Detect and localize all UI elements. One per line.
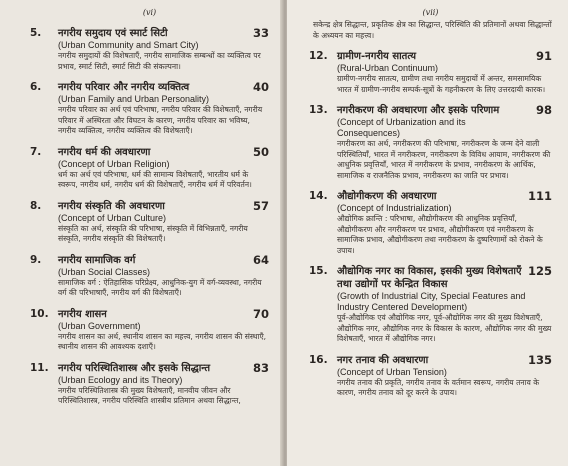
entry-english-title: (Urban Social Classes)	[58, 266, 151, 277]
entry-title: नगरीय धर्म की अवधारणा	[58, 146, 151, 158]
entry-title: नगरीय संस्कृति की अवधारणा	[58, 200, 165, 212]
entry-page: 70	[252, 306, 269, 321]
left-page	[0, 0, 283, 466]
entry-title: औद्योगिक नगर का विकास, इसकी मुख्य विशेषताएँ तथा उद्योगों पर केन्द्रित विकास	[337, 266, 522, 290]
entry-title: नगरीय परिस्थितिशास्त्र और इसके सिद्धान्त	[58, 362, 211, 374]
toc-entry	[30, 362, 269, 407]
toc-entry	[30, 254, 269, 299]
entry-page: 64	[252, 252, 269, 267]
entry-english-title: (Urban Ecology and its Theory)	[58, 374, 183, 385]
entry-page: 135	[527, 352, 552, 367]
entry-page: 91	[535, 49, 552, 63]
entry-number: 9.	[30, 253, 42, 266]
entry-description: नगरीय समुदायों की विशेषताएँ, नगरीय सामाजिक सम्बन्धों का व्यक्तित्व पर प्रभाव, स्मार्ट सिटी, स्मार्ट सिटी की संकल्पना।	[58, 51, 261, 71]
entry-description: धर्म का अर्थ एवं परिभाषा, धर्म की सामान्य विशेषताएँ, भारतीय धर्म के स्वरूप, नगरीय धर्म, नगरीय धर्म की विशेषताएँ, नगरीय धर्म में परिवर्तन।	[58, 169, 252, 189]
entry-page: 83	[252, 360, 269, 375]
entry-page: 33	[252, 26, 269, 40]
entry-page: 57	[252, 198, 269, 213]
entry-description: ग्रामीण-नगरीय सातत्य, ग्रामीण तथा नगरीय समुदायों में अन्तर, समसामयिक भारत में ग्रामीण-नगरीय सम्पर्क-सूत्रों के गहनीकरण के लिए उत्तरदायी कारक।	[337, 74, 546, 94]
toc-entry	[309, 104, 552, 181]
entry-title: नगरीय समुदाय एवं स्मार्ट सिटी	[58, 28, 168, 39]
entry-page: 40	[252, 80, 269, 94]
toc-entry	[30, 27, 269, 72]
entry-page: 111	[527, 189, 552, 203]
entry-number: 5.	[30, 27, 42, 39]
entry-english-title: (Concept of Urban Religion)	[58, 158, 170, 169]
entry-english-title: (Concept of Industrialization)	[337, 203, 452, 213]
entry-title: नगरीय सामाजिक वर्ग	[58, 254, 136, 266]
entry-english-title: (Concept of Urban Tension)	[337, 366, 447, 377]
entry-description: औद्योगिक क्रान्ति : परिभाषा, औद्योगीकरण की आधुनिक प्रवृत्तियाँ, औद्योगीकरण और नगरीकरण पर प्रभाव, औद्योगीकरण एवं नगरीकरण के सामाजिक प्रभाव, औद्योगीकरण तथा नगरीकरण के दुष्परिणामों को रोकने के उपाय।	[337, 214, 543, 255]
entry-english-title: (Urban Community and Smart City)	[58, 40, 199, 50]
entry-title: नगरीकरण की अवधारणा और इसके परिणाम	[337, 105, 500, 116]
page-number: (vii)	[422, 8, 439, 17]
entry-description: सामाजिक वर्ग : ऐतिहासिक परिप्रेक्ष्य, आधुनिक-युग में वर्ग-व्यवस्था, नगरीय वर्ग की परिभाषाएँ, नगरीय वर्ग की विशेषताएँ।	[58, 277, 262, 297]
entry-description: नगरीय परिस्थितिशास्त्र की मुख्य विशेषताएँ, मानवीय जीवन और परिस्थितिशास्त्र, नगरीय परिस्थिति शास्त्रीय प्रतिमान अथवा सिद्धान्त,	[58, 385, 241, 405]
entry-number: 16.	[309, 353, 328, 366]
entry-number: 12.	[309, 50, 328, 62]
entry-number: 6.	[30, 81, 42, 93]
entry-number: 8.	[30, 199, 42, 212]
entry-number: 7.	[30, 145, 42, 158]
entry-english-title: (Urban Family and Urban Personality)	[58, 94, 210, 104]
entry-english-title: (Rural-Urban Continuum)	[337, 63, 439, 73]
entry-description: नगरीय शासन का अर्थ, स्थानीय शासन का महत्त्व, नगरीय शासन की संस्थाएँ, स्थानीय शासन की आवश्यक दशाएँ।	[58, 331, 267, 351]
right-page	[287, 0, 568, 466]
toc-entry	[30, 200, 269, 245]
toc-entry	[309, 354, 552, 399]
continued-description: सकेन्द्र क्षेत्र सिद्धान्त, प्रकृतिक क्षेत्र का सिद्धान्त, परिस्थिति की प्रतिमानों अथवा सिद्धान्तों के अध्ययन का महत्त्व।	[313, 20, 552, 40]
entry-title: ग्रामीण-नगरीय सातत्य	[337, 51, 417, 62]
toc-entry	[309, 50, 552, 95]
entry-description: संस्कृति का अर्थ, संस्कृति की परिभाषा, संस्कृति में विभिन्नताएँ, नगरीय संस्कृति, नगरीय संस्कृति की विशेषताएँ।	[58, 223, 248, 243]
entry-description: पूर्व-औद्योगिक एवं औद्योगिक नगर, पूर्व-औद्योगिक नगर की मुख्य विशेषताएँ, औद्योगिक नगर, औद्योगिक नगर के विकास के कारण, औद्योगिक नगर की मुख्य विशेषताएँ, भारत में औद्योगिक नगर।	[337, 313, 552, 343]
entry-number: 14.	[309, 190, 328, 202]
entry-title: नगरीय परिवार और नगरीय व्यक्तित्व	[58, 82, 190, 93]
entry-english-title: (Concept of Urban Culture)	[58, 212, 167, 223]
entry-number: 11.	[30, 361, 49, 374]
entry-description: नगरीय परिवार का अर्थ एवं परिभाषा, नगरीय परिवार की विशेषताएँ, नगरीय परिवार में अस्थिरता और विघटन के कारण, नगरीय परिवार का भविष्य, नगरीय व्यक्तित्व, नगरीय व्यक्तित्व की विशेषताएँ।	[58, 105, 263, 135]
entry-title: औद्योगीकरण की अवधारणा	[337, 191, 437, 202]
entry-english-title: (Urban Government)	[58, 320, 141, 331]
entry-title: नगरीय शासन	[58, 308, 107, 320]
entry-page: 98	[535, 103, 552, 117]
entry-page: 125	[527, 264, 552, 278]
entry-page: 50	[252, 144, 269, 159]
entry-english-title: (Growth of Industrial City, Special Features and Industry Centered Development)	[337, 291, 526, 312]
toc-entry	[309, 190, 552, 256]
entry-english-title: (Concept of Urbanization and its Consequences)	[337, 117, 466, 138]
toc-entry	[30, 81, 269, 137]
toc-entry	[30, 146, 269, 191]
entry-description: नगरीकरण का अर्थ, नगरीकरण की परिभाषा, नगरीकरण के जन्म देने वाली परिस्थितियाँ, भारत में नगरीकरण, नगरीकरण के विविध आयाम, नगरीकरण की आधुनिक प्रवृत्तियाँ, भारत में नगरीकरण के प्रभाव, नगरीकरण के आर्थिक, सामाजिक व राजनैतिक प्रभाव, नगरीकरण का जाति पर प्रभाव।	[337, 139, 551, 180]
entry-number: 13.	[309, 104, 328, 116]
page-number: (vi)	[142, 8, 157, 17]
entry-description: नगरीय तनाव की प्रकृति, नगरीय तनाव के वर्तमान स्वरूप, नगरीय तनाव के कारण, नगरीय तनाव को दूर करने के उपाय।	[337, 377, 540, 397]
toc-entry	[30, 308, 269, 353]
entry-number: 15.	[309, 265, 328, 277]
toc-entry	[309, 265, 552, 345]
entry-number: 10.	[30, 307, 49, 320]
entry-title: नगर तनाव की अवधारणा	[337, 354, 429, 366]
